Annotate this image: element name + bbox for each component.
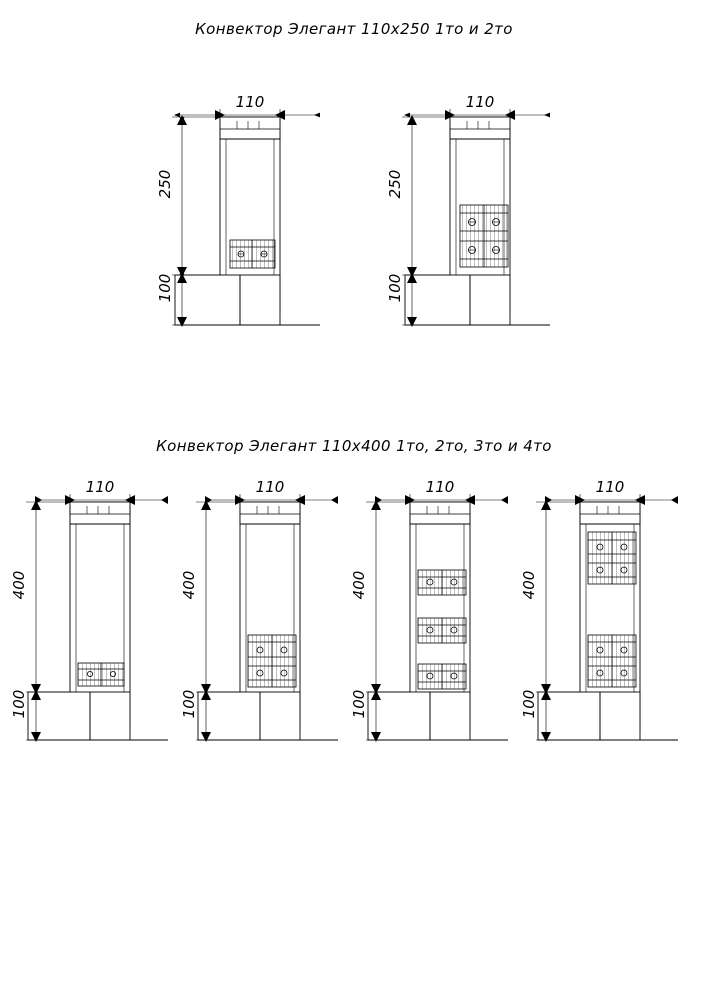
dim-width-label: 110	[85, 478, 115, 496]
dim-base-label: 100	[386, 273, 404, 303]
figure-elegant-110x400-3to	[350, 470, 530, 780]
dim-height-label: 250	[156, 169, 174, 199]
dim-base-label: 100	[350, 689, 368, 719]
pedestal	[175, 275, 320, 325]
pedestal	[198, 692, 338, 740]
dim-height-250	[386, 115, 450, 277]
section-title-250: Конвектор Элегант 110х250 1то и 2то	[195, 20, 513, 38]
pedestal	[405, 275, 550, 325]
figure-elegant-110x250-1to	[120, 85, 350, 375]
heat-exchanger-1	[78, 663, 124, 686]
dim-height-label: 400	[10, 570, 28, 600]
heat-exchanger-stack-3	[418, 570, 466, 689]
dim-height-250	[156, 115, 220, 277]
dim-base-label: 100	[10, 689, 28, 719]
dim-height-label: 400	[520, 570, 538, 600]
dim-height-400	[10, 500, 70, 694]
figure-elegant-110x250-2to	[350, 85, 580, 375]
dim-base-label: 100	[520, 689, 538, 719]
dim-width-label: 110	[425, 478, 455, 496]
section-title-400: Конвектор Элегант 110х400 1то, 2то, 3то и 4то	[156, 437, 552, 455]
dim-height-400	[180, 500, 240, 694]
dim-base-label: 100	[180, 689, 198, 719]
heat-exchanger-1	[230, 240, 275, 268]
heat-exchanger-stack-2	[460, 205, 508, 267]
dim-height-400	[350, 500, 410, 694]
pedestal	[538, 692, 678, 740]
dim-width-label: 110	[255, 478, 285, 496]
dim-width-label: 110	[465, 93, 495, 111]
pedestal	[368, 692, 508, 740]
pedestal	[28, 692, 168, 740]
figure-elegant-110x400-4to	[520, 470, 700, 780]
heat-exchanger-stack-2	[248, 635, 296, 687]
dim-height-label: 400	[350, 570, 368, 600]
dim-base-label: 100	[156, 273, 174, 303]
dim-width-label: 110	[595, 478, 625, 496]
dim-height-400	[520, 500, 580, 694]
dim-height-label: 400	[180, 570, 198, 600]
dim-height-label: 250	[386, 169, 404, 199]
figure-elegant-110x400-2to	[180, 470, 360, 780]
figure-elegant-110x400-1to	[10, 470, 190, 780]
dim-width-label: 110	[235, 93, 265, 111]
